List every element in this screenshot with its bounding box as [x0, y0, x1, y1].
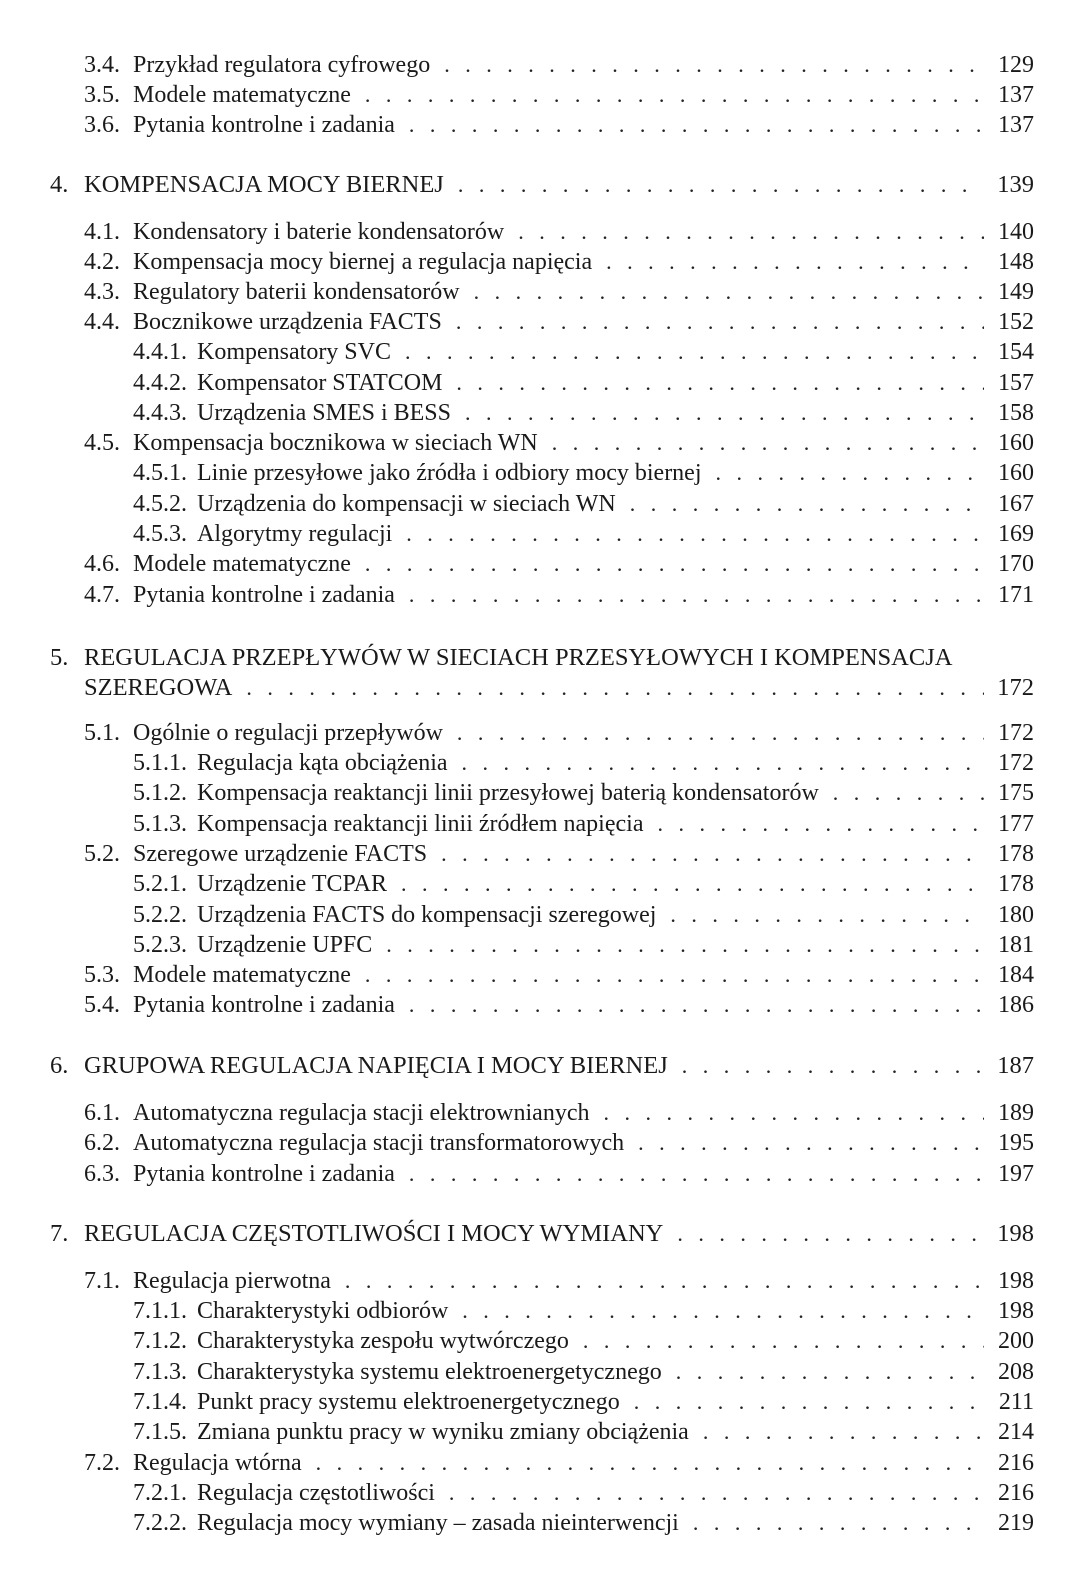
toc-page-number: 172 [997, 674, 1034, 701]
toc-page-number: 208 [998, 1359, 1034, 1385]
toc-entry-title: Pytania kontrolne i zadania [133, 992, 395, 1018]
dot-leader [682, 1051, 984, 1081]
toc-page-number: 216 [998, 1480, 1034, 1506]
toc-page-number: 172 [998, 750, 1034, 776]
toc-entry-number: 7.1.1. [133, 1298, 187, 1324]
toc-entry-number: 4.2. [84, 249, 120, 275]
toc-entry-number: 5.2.1. [133, 871, 187, 897]
toc-entry[interactable] [84, 307, 1034, 337]
toc-entry-title: Kondensatory i baterie kondensatorów [133, 219, 505, 245]
toc-page-number: 184 [998, 962, 1034, 988]
toc-entry-title: Algorytmy regulacji [197, 521, 393, 547]
toc-entry[interactable] [84, 110, 1034, 140]
toc-entry-title: Przykład regulatora cyfrowego [133, 52, 431, 78]
dot-leader [386, 930, 984, 960]
toc-chapter-heading[interactable] [50, 1051, 1034, 1081]
dot-leader [405, 337, 984, 367]
toc-entry-title: Zmiana punktu pracy w wyniku zmiany obciążenia [197, 1419, 689, 1445]
toc-entry-number: 7. [50, 1220, 69, 1247]
toc-page-number: 152 [998, 309, 1034, 335]
toc-page-number: 216 [998, 1450, 1034, 1476]
dot-leader [703, 1417, 984, 1447]
toc-page-number: 171 [998, 582, 1034, 608]
toc-entry-title: Urządzenie UPFC [197, 932, 373, 958]
toc-entry-number: 4. [50, 171, 69, 198]
toc-entry-title: Automatyczna regulacja stacji transformatorowych [133, 1130, 625, 1156]
dot-leader [676, 1357, 984, 1387]
dot-leader [462, 748, 984, 778]
dot-leader [316, 1448, 984, 1478]
dot-leader [630, 489, 984, 519]
toc-entry[interactable] [84, 247, 1034, 277]
toc-entry-title: Modele matematyczne [133, 962, 351, 988]
toc-entry-number: 6. [50, 1052, 69, 1079]
toc-entry-title: REGULACJA PRZEPŁYWÓW W SIECIACH PRZESYŁOWYCH I KOMPENSACJA [84, 644, 953, 671]
toc-entry-number: 4.4.2. [133, 370, 187, 396]
toc-entry-number: 4.5.1. [133, 460, 187, 486]
dot-leader [449, 1478, 984, 1508]
toc-entry[interactable] [133, 489, 1034, 519]
toc-entry[interactable] [84, 839, 1034, 869]
toc-page-number: 198 [997, 1220, 1034, 1247]
toc-entry-number: 4.4.1. [133, 339, 187, 365]
toc-page-number: 167 [998, 491, 1034, 517]
toc-entry-title: Pytania kontrolne i zadania [133, 1161, 395, 1187]
toc-entry-number: 6.2. [84, 1130, 120, 1156]
toc-entry-title: Regulatory baterii kondensatorów [133, 279, 460, 305]
toc-page-number: 160 [998, 460, 1034, 486]
dot-leader [365, 960, 984, 990]
toc-entry-number: 7.1.5. [133, 1419, 187, 1445]
toc-entry-number: 6.3. [84, 1161, 120, 1187]
toc-entry-number: 3.4. [84, 52, 120, 78]
dot-leader [606, 247, 984, 277]
toc-page-number: 137 [998, 112, 1034, 138]
dot-leader [409, 110, 984, 140]
toc-entry[interactable] [84, 580, 1034, 610]
toc-entry[interactable] [84, 549, 1034, 579]
dot-leader [409, 580, 984, 610]
toc-entry[interactable] [133, 1326, 1034, 1356]
toc-page-number: 160 [998, 430, 1034, 456]
toc-entry-number: 4.5. [84, 430, 120, 456]
toc-entry-number: 5.1. [84, 720, 120, 746]
toc-entry-title: Kompensacja reaktancji linii źródłem napięcia [197, 811, 644, 837]
toc-page-number: 140 [998, 219, 1034, 245]
dot-leader [474, 277, 984, 307]
toc-entry-title: Regulacja częstotliwości [197, 1480, 435, 1506]
toc-entry[interactable] [84, 960, 1034, 990]
dot-leader [456, 307, 984, 337]
toc-page-number: 139 [997, 171, 1034, 198]
toc-entry[interactable] [133, 1357, 1034, 1387]
toc-entry-number: 4.4. [84, 309, 120, 335]
toc-entry-title-continued: SZEREGOWA [84, 674, 233, 701]
toc-entry-number: 7.2.2. [133, 1510, 187, 1536]
toc-entry-title: Urządzenia SMES i BESS [197, 400, 451, 426]
toc-entry-title: Szeregowe urządzenie FACTS [133, 841, 428, 867]
toc-entry-number: 5.2.3. [133, 932, 187, 958]
toc-page-number: 178 [998, 841, 1034, 867]
toc-entry[interactable] [84, 673, 1034, 703]
toc-entry-title: Urządzenia do kompensacji w sieciach WN [197, 491, 616, 517]
toc-page-number: 175 [998, 780, 1034, 806]
toc-entry-title: Automatyczna regulacja stacji elektrownianych [133, 1100, 590, 1126]
toc-entry-number: 5.1.3. [133, 811, 187, 837]
dot-leader [409, 1159, 984, 1189]
toc-entry-title: Regulacja pierwotna [133, 1268, 331, 1294]
toc-entry-number: 4.4.3. [133, 400, 187, 426]
toc-entry-number: 3.6. [84, 112, 120, 138]
toc-entry[interactable] [133, 1508, 1034, 1538]
toc-page-number: 180 [998, 902, 1034, 928]
toc-page-number: 169 [998, 521, 1034, 547]
toc-entry-title: Linie przesyłowe jako źródła i odbiory mocy biernej [197, 460, 702, 486]
toc-entry[interactable] [84, 1159, 1034, 1189]
toc-entry-title: Regulacja kąta obciążenia [197, 750, 448, 776]
dot-leader [365, 80, 984, 110]
toc-entry-number: 7.2. [84, 1450, 120, 1476]
toc-entry-number: 4.7. [84, 582, 120, 608]
toc-page-number: 189 [998, 1100, 1034, 1126]
toc-entry[interactable] [84, 1266, 1034, 1296]
dot-leader [693, 1508, 984, 1538]
toc-entry-number: 7.1.2. [133, 1328, 187, 1354]
toc-entry-number: 5.2.2. [133, 902, 187, 928]
toc-entry-title: Pytania kontrolne i zadania [133, 112, 395, 138]
dot-leader [657, 809, 984, 839]
toc-entry-title: Kompensatory SVC [197, 339, 391, 365]
toc-entry-title: Pytania kontrolne i zadania [133, 582, 395, 608]
toc-entry[interactable] [84, 1098, 1034, 1128]
dot-leader [603, 1098, 984, 1128]
toc-entry-title: Regulacja wtórna [133, 1450, 302, 1476]
dot-leader [552, 428, 984, 458]
toc-page-number: 197 [998, 1161, 1034, 1187]
dot-leader [462, 1296, 984, 1326]
toc-page-number: 198 [998, 1298, 1034, 1324]
dot-leader [406, 519, 984, 549]
toc-page-number: 198 [998, 1268, 1034, 1294]
dot-leader [677, 1219, 984, 1249]
dot-leader [365, 549, 984, 579]
toc-entry-title: GRUPOWA REGULACJA NAPIĘCIA I MOCY BIERNEJ [84, 1052, 668, 1079]
toc-entry-title: Punkt pracy systemu elektroenergetycznego [197, 1389, 620, 1415]
dot-leader [345, 1266, 984, 1296]
toc-entry-number: 5.4. [84, 992, 120, 1018]
toc-entry-title: Bocznikowe urządzenia FACTS [133, 309, 442, 335]
toc-page-number: 137 [998, 82, 1034, 108]
dot-leader [583, 1326, 984, 1356]
toc-entry-title: Charakterystyka systemu elektroenergetycznego [197, 1359, 662, 1385]
toc-entry-number: 4.1. [84, 219, 120, 245]
dot-leader [456, 368, 984, 398]
toc-entry[interactable] [84, 990, 1034, 1020]
toc-entry-number: 3.5. [84, 82, 120, 108]
toc-entry[interactable] [84, 1128, 1034, 1158]
toc-entry-title: Modele matematyczne [133, 551, 351, 577]
toc-page-number: 157 [998, 370, 1034, 396]
toc-entry-number: 7.2.1. [133, 1480, 187, 1506]
dot-leader [465, 398, 984, 428]
toc-entry-number: 5.2. [84, 841, 120, 867]
toc-entry-title: Urządzenie TCPAR [197, 871, 387, 897]
toc-chapter-heading[interactable] [50, 1219, 1034, 1249]
toc-entry[interactable] [84, 718, 1034, 748]
toc-entry-title: Kompensator STATCOM [197, 370, 443, 396]
toc-entry-title: Ogólnie o regulacji przepływów [133, 720, 443, 746]
toc-entry-number: 4.5.3. [133, 521, 187, 547]
toc-entry[interactable] [84, 1448, 1034, 1478]
toc-entry-number: 4.5.2. [133, 491, 187, 517]
toc-entry[interactable] [133, 1387, 1034, 1417]
dot-leader [716, 458, 984, 488]
toc-entry-title: Charakterystyki odbiorów [197, 1298, 449, 1324]
dot-leader [670, 900, 984, 930]
toc-entry-number: 5.3. [84, 962, 120, 988]
toc-entry-number: 5.1.2. [133, 780, 187, 806]
toc-entry-title: Kompensacja reaktancji linii przesyłowej baterią kondensatorów [197, 780, 819, 806]
toc-entry-number: 5.1.1. [133, 750, 187, 776]
dot-leader [246, 673, 984, 703]
toc-page-number: 211 [998, 1389, 1034, 1415]
dot-leader [409, 990, 984, 1020]
toc-entry[interactable] [84, 50, 1034, 80]
toc-entry-number: 4.6. [84, 551, 120, 577]
toc-page-number: 148 [998, 249, 1034, 275]
toc-entry-title: KOMPENSACJA MOCY BIERNEJ [84, 171, 444, 198]
toc-entry-number: 5. [50, 644, 69, 671]
toc-page-number: 129 [998, 52, 1034, 78]
toc-entry[interactable] [133, 809, 1034, 839]
toc-chapter-heading [50, 643, 952, 673]
toc-page-number: 170 [998, 551, 1034, 577]
toc-entry[interactable] [133, 458, 1034, 488]
toc-page-number: 177 [998, 811, 1034, 837]
toc-entry[interactable] [133, 778, 1034, 808]
toc-entry[interactable] [84, 80, 1034, 110]
dot-leader [401, 869, 984, 899]
toc-page-number: 178 [998, 871, 1034, 897]
dot-leader [638, 1128, 984, 1158]
toc-chapter-heading[interactable] [50, 170, 1034, 200]
toc-entry-title: Kompensacja bocznikowa w sieciach WN [133, 430, 538, 456]
toc-page-number: 149 [998, 279, 1034, 305]
toc-page-number: 186 [998, 992, 1034, 1018]
dot-leader [833, 778, 984, 808]
toc-entry[interactable] [133, 1478, 1034, 1508]
toc-entry-number: 4.3. [84, 279, 120, 305]
toc-entry[interactable] [133, 368, 1034, 398]
toc-page-number: 214 [998, 1419, 1034, 1445]
toc-entry[interactable] [84, 428, 1034, 458]
toc-entry[interactable] [133, 748, 1034, 778]
toc-entry-number: 7.1. [84, 1268, 120, 1294]
toc-entry[interactable] [84, 217, 1034, 247]
toc-entry-title: Urządzenia FACTS do kompensacji szeregowej [197, 902, 657, 928]
toc-page-number: 172 [998, 720, 1034, 746]
toc-entry[interactable] [133, 900, 1034, 930]
dot-leader [457, 718, 984, 748]
toc-entry[interactable] [133, 337, 1034, 367]
dot-leader [441, 839, 984, 869]
toc-entry-title: Regulacja mocy wymiany – zasada nieinterwencji [197, 1510, 679, 1536]
toc-entry[interactable] [133, 869, 1034, 899]
toc-entry[interactable] [133, 1296, 1034, 1326]
dot-leader [444, 50, 984, 80]
dot-leader [518, 217, 984, 247]
dot-leader [634, 1387, 984, 1417]
toc-entry[interactable] [133, 398, 1034, 428]
toc-page-number: 181 [998, 932, 1034, 958]
toc-entry-title: Kompensacja mocy biernej a regulacja napięcia [133, 249, 593, 275]
toc-page-number: 187 [997, 1052, 1034, 1079]
toc-page-number: 219 [998, 1510, 1034, 1536]
toc-entry-number: 7.1.4. [133, 1389, 187, 1415]
toc-entry[interactable] [133, 519, 1034, 549]
toc-entry-title: REGULACJA CZĘSTOTLIWOŚCI I MOCY WYMIANY [84, 1220, 664, 1247]
toc-entry-number: 7.1.3. [133, 1359, 187, 1385]
toc-page-number: 200 [998, 1328, 1034, 1354]
toc-entry-title: Charakterystyka zespołu wytwórczego [197, 1328, 569, 1354]
toc-page-number: 158 [998, 400, 1034, 426]
toc-entry[interactable] [84, 277, 1034, 307]
dot-leader [458, 170, 984, 200]
toc-entry-title: Modele matematyczne [133, 82, 351, 108]
toc-entry[interactable] [133, 930, 1034, 960]
toc-entry[interactable] [133, 1417, 1034, 1447]
toc-entry-number: 6.1. [84, 1100, 120, 1126]
toc-page-number: 195 [998, 1130, 1034, 1156]
toc-page-number: 154 [998, 339, 1034, 365]
